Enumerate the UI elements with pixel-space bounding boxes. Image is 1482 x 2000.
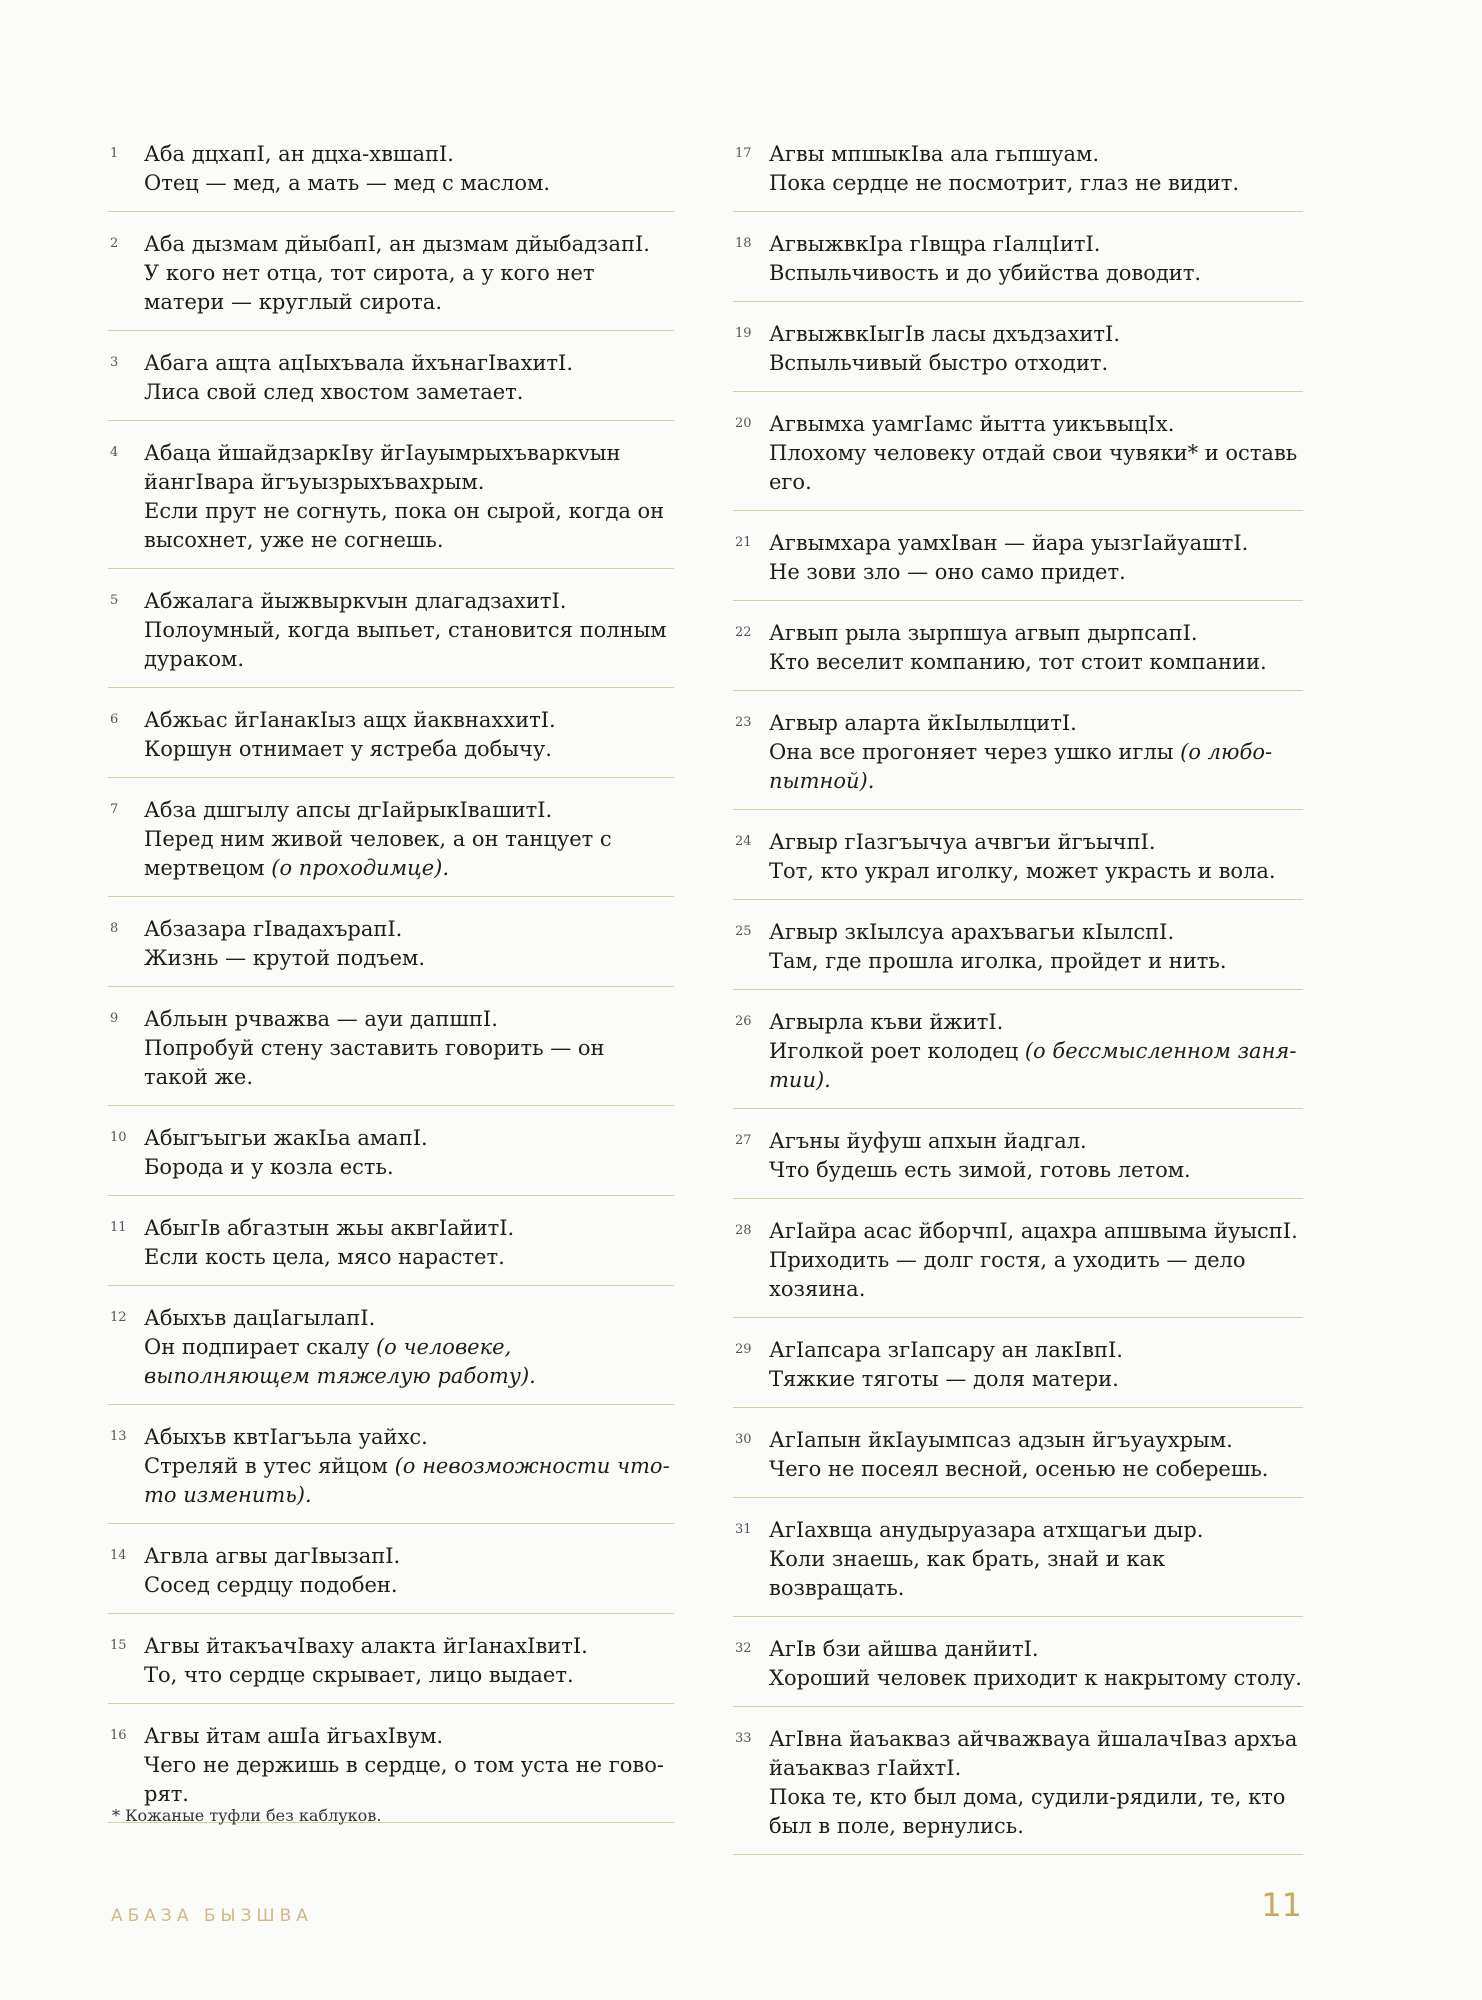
proverb-number: 25: [735, 924, 752, 939]
proverb-translation: [144, 616, 674, 674]
proverb-translation-text: Жизнь — крутой подъем.: [144, 946, 426, 970]
proverb-abaza: Агвыр зкIылсуа арахъвагьи кIылспI.: [769, 920, 1175, 944]
proverb-abaza: АгвыжвкIра гIвщра гIалцIитI.: [769, 232, 1101, 256]
proverb-number: 7: [110, 802, 119, 817]
proverb-translation: [769, 1156, 1303, 1185]
proverb-number: 27: [735, 1133, 752, 1148]
proverb-translation-text: Пока сердце не посмотрит, глаз не видит.: [769, 171, 1240, 195]
proverb-abaza: Агвып рыла зырпшуа агвып дырпсапI.: [769, 621, 1198, 645]
proverb-number: 17: [735, 146, 752, 161]
proverb-translation-text: Стреляй в утес яйцом: [144, 1454, 388, 1478]
proverb-number: 18: [735, 236, 752, 251]
proverb-number: 19: [735, 326, 752, 341]
proverb-abaza: Абльын рчважва — ауи дапшпI.: [144, 1007, 498, 1031]
proverb-entry: [733, 619, 1303, 691]
proverb-translation: [144, 1034, 674, 1092]
proverb-number: 1: [110, 146, 119, 161]
proverb-entry: [108, 587, 674, 688]
proverb-translation-text: Приходить — долг гостя, а уходить — дело хозяина.: [769, 1248, 1246, 1301]
proverb-translation: [769, 738, 1303, 796]
proverb-number: 21: [735, 535, 752, 550]
proverb-number: 15: [110, 1638, 127, 1653]
proverb-entry: [733, 1516, 1303, 1617]
proverb-number: 9: [110, 1011, 119, 1026]
proverb-abaza: Агъны йуфуш апхын йадгал.: [769, 1129, 1087, 1153]
proverb-number: 14: [110, 1548, 127, 1563]
proverb-entry: [108, 140, 674, 212]
proverb-entry: [108, 1214, 674, 1286]
proverb-entry: [108, 1632, 674, 1704]
proverb-number: 6: [110, 712, 119, 727]
proverb-entry: [733, 410, 1303, 511]
proverb-translation-text: Отец — мед, а мать — мед с маслом.: [144, 171, 551, 195]
proverb-abaza: АгIв бзи айшва данйитI.: [769, 1637, 1039, 1661]
proverb-translation-text: Если прут не согнуть, пока он сырой, когда он высохнет, уже не согнешь.: [144, 499, 665, 552]
right-column: [733, 140, 1303, 1873]
proverb-number: 33: [735, 1731, 752, 1746]
proverb-translation: [144, 259, 674, 317]
proverb-number: 24: [735, 834, 752, 849]
proverb-translation: [144, 497, 674, 555]
proverb-translation-text: Пока те, кто был дома, судили-рядили, те, кто был в поле, вернулись.: [769, 1785, 1286, 1838]
proverb-abaza: Агвла агвы дагIвызапI.: [144, 1544, 401, 1568]
proverb-translation-text: Перед ним живой человек, а он танцует с мертвецом: [144, 827, 612, 880]
proverb-translation: [144, 378, 674, 407]
proverb-number: 29: [735, 1342, 752, 1357]
proverb-abaza: Абаца йшайдзаркIву йгIауымрыхъваркvын йангIвара йгъуызрыхъвахрым.: [144, 441, 621, 494]
proverb-translation: [769, 439, 1303, 497]
proverb-number: 31: [735, 1522, 752, 1537]
proverb-translation-text: Кто веселит компанию, тот стоит компании.: [769, 650, 1267, 674]
proverb-entry: [108, 1304, 674, 1405]
proverb-translation: [769, 1455, 1303, 1484]
proverb-translation-text: Тот, кто украл иголку, может украсть и вола.: [769, 859, 1276, 883]
proverb-translation: [769, 259, 1303, 288]
proverb-abaza: Агвыр гIазгъычуа ачвгъи йгъычпI.: [769, 830, 1156, 854]
proverb-translation-text: Он подпирает скалу: [144, 1335, 370, 1359]
proverb-translation: [769, 1545, 1303, 1603]
proverb-abaza: Абага ащта ацIыхъвала йхънагIвахитI.: [144, 351, 574, 375]
proverb-abaza: Аба дцхапI, ан дцха-хвшапI.: [144, 142, 454, 166]
proverb-abaza: Абыхъв дацIагылапI.: [144, 1306, 376, 1330]
proverb-number: 13: [110, 1429, 127, 1444]
proverb-number: 11: [110, 1220, 127, 1235]
proverb-abaza: Агвымха уамгIамс йытта уикъвыцIх.: [769, 412, 1175, 436]
proverb-translation-text: Коршун отнимает у ястреба добычу.: [144, 737, 552, 761]
proverb-translation-text: Что будешь есть зимой, готовь летом.: [769, 1158, 1191, 1182]
proverb-translation-text: Не зови зло — оно само придет.: [769, 560, 1126, 584]
proverb-number: 32: [735, 1641, 752, 1656]
proverb-translation-text: Лиса свой след хвостом заметает.: [144, 380, 524, 404]
proverb-translation-text: Полоумный, когда выпьет, становится полным дураком.: [144, 618, 667, 671]
proverb-translation-text: Чего не посеял весной, осенью не соберешь.: [769, 1457, 1269, 1481]
proverb-translation: [144, 1571, 674, 1600]
proverb-abaza: Абза дшгылу апсы дгIайрыкIвашитI.: [144, 798, 553, 822]
proverb-number: 28: [735, 1223, 752, 1238]
proverb-entry: [108, 1423, 674, 1524]
proverb-translation: [144, 735, 674, 764]
proverb-number: 5: [110, 593, 119, 608]
proverb-abaza: АгIвна йаъакваз айчважвауа йшалачIваз архъа йаъакваз гIайхтI.: [769, 1727, 1298, 1780]
proverb-entry: [108, 349, 674, 421]
proverb-number: 10: [110, 1130, 127, 1145]
proverb-abaza: Абыхъв квтIагъьла уайхс.: [144, 1425, 428, 1449]
proverb-translation-text: Коли знаешь, как брать, знай и как возвращать.: [769, 1547, 1166, 1600]
proverb-translation: [769, 1246, 1303, 1304]
proverb-note: (о проходимце).: [271, 856, 450, 880]
proverb-translation: [769, 947, 1303, 976]
proverb-translation-text: Вспыльчивость и до убийства доводит.: [769, 261, 1202, 285]
proverb-number: 23: [735, 715, 752, 730]
proverb-entry: [108, 915, 674, 987]
proverb-translation-text: Вспыльчивый быстро отходит.: [769, 351, 1109, 375]
proverb-entry: [733, 828, 1303, 900]
page-number: 11: [1261, 1886, 1302, 1924]
proverb-number: 12: [110, 1310, 127, 1325]
proverb-translation: [144, 1243, 674, 1272]
proverb-entry: [733, 529, 1303, 601]
proverb-translation-text: Хороший человек приходит к накрытому столу.: [769, 1666, 1302, 1690]
proverb-translation: [769, 1037, 1303, 1095]
proverb-number: 20: [735, 416, 752, 431]
proverb-entry: [108, 796, 674, 897]
proverb-number: 8: [110, 921, 119, 936]
proverb-translation: [769, 648, 1303, 677]
proverb-translation: [144, 1661, 674, 1690]
proverb-translation: [144, 169, 674, 198]
proverb-translation-text: Иголкой роет колодец: [769, 1039, 1019, 1063]
proverb-entry: [108, 1542, 674, 1614]
proverb-entry: [108, 439, 674, 569]
proverb-entry: [733, 140, 1303, 212]
proverb-translation-text: Борода и у козла есть.: [144, 1155, 394, 1179]
proverb-entry: [108, 230, 674, 331]
proverb-abaza: АгвыжвкIыгIв ласы дхъдзахитI.: [769, 322, 1120, 346]
proverb-abaza: Абжьас йгIанакIыз ащх йаквнаххитI.: [144, 708, 556, 732]
proverb-translation: [144, 1452, 674, 1510]
left-column: [108, 140, 674, 1841]
proverb-abaza: Агвы йтам ашIа йгьахIвум.: [144, 1724, 444, 1748]
proverb-translation-text: Там, где прошла иголка, пройдет и нить.: [769, 949, 1227, 973]
proverb-abaza: Абзазара гIвадахърапI.: [144, 917, 403, 941]
proverb-translation-text: Плохому человеку отдай свои чувяки* и оставь его.: [769, 441, 1298, 494]
proverb-translation-text: Если кость цела, мясо нарастет.: [144, 1245, 505, 1269]
proverb-abaza: АбыгIв абгазтын жьы аквгIайитI.: [144, 1216, 515, 1240]
proverb-translation: [144, 944, 674, 973]
proverb-translation-text: Попробуй стену заставить говорить — он такой же.: [144, 1036, 605, 1089]
proverb-translation: [769, 1365, 1303, 1394]
proverb-abaza: Агвы йтакъачIваху алакта йгIанахIвитI.: [144, 1634, 588, 1658]
proverb-entry: [733, 1725, 1303, 1855]
proverb-note: (о человеке, выполняющем тяжелую работу).: [144, 1335, 536, 1388]
proverb-note: (о невозможности что-то изменить).: [144, 1454, 670, 1507]
running-title: АБАЗА БЫЗШВА: [111, 1906, 313, 1926]
proverb-note: (о бессмысленном занятии).: [769, 1039, 1297, 1092]
proverb-number: 3: [110, 355, 119, 370]
proverb-translation: [144, 1153, 674, 1182]
proverb-abaza: Аба дызмам дйыбапI, ан дызмам дйыбадзапI.: [144, 232, 650, 256]
proverb-number: 4: [110, 445, 119, 460]
proverb-abaza: АгIапын йкIауымпсаз адзын йгъуаухрым.: [769, 1428, 1233, 1452]
proverb-translation-text: Она все прогоняет через ушко иглы: [769, 740, 1174, 764]
proverb-abaza: Агвыр аларта йкIылылцитI.: [769, 711, 1077, 735]
proverb-number: 22: [735, 625, 752, 640]
proverb-number: 2: [110, 236, 119, 251]
proverb-entry: [733, 1426, 1303, 1498]
proverb-translation: [769, 558, 1303, 587]
proverb-entry: [108, 1124, 674, 1196]
proverb-abaza: АгIайра асас йборчпI, ацахра апшвыма йуыспI.: [769, 1219, 1298, 1243]
proverb-entry: [733, 1635, 1303, 1707]
proverb-abaza: АгIапсара згIапсару ан лакIвпI.: [769, 1338, 1123, 1362]
proverb-translation: [769, 1664, 1303, 1693]
proverb-entry: [108, 706, 674, 778]
footnote: * Кожаные туфли без каблуков.: [112, 1806, 382, 1825]
proverb-entry: [733, 1217, 1303, 1318]
proverb-translation: [769, 1783, 1303, 1841]
proverb-entry: [733, 918, 1303, 990]
proverb-translation: [769, 169, 1303, 198]
proverb-abaza: Агвырла къви йжитI.: [769, 1010, 1004, 1034]
proverb-translation: [144, 1333, 674, 1391]
proverb-abaza: Абжалага йыжвыркvын длагадзахитI.: [144, 589, 567, 613]
proverb-translation-text: То, что сердце скрывает, лицо выдает.: [144, 1663, 574, 1687]
proverb-number: 26: [735, 1014, 752, 1029]
proverb-entry: [733, 709, 1303, 810]
proverb-number: 30: [735, 1432, 752, 1447]
proverb-entry: [733, 320, 1303, 392]
proverb-translation-text: У кого нет отца, тот сирота, а у кого нет матери — круглый сирота.: [144, 261, 595, 314]
proverb-translation-text: Тяжкие тяготы — доля матери.: [769, 1367, 1119, 1391]
proverb-abaza: Агвы мпшыкIва ала гьпшуам.: [769, 142, 1100, 166]
proverb-translation-text: Чего не держишь в сердце, о том уста не говорят.: [144, 1753, 665, 1806]
proverb-entry: [733, 1336, 1303, 1408]
proverb-translation: [769, 349, 1303, 378]
proverb-entry: [108, 1005, 674, 1106]
proverb-translation: [769, 857, 1303, 886]
proverb-entry: [733, 230, 1303, 302]
proverb-number: 16: [110, 1728, 127, 1743]
proverb-abaza: Абыгъыгьи жакIьа амапI.: [144, 1126, 428, 1150]
proverb-translation-text: Сосед сердцу подобен.: [144, 1573, 398, 1597]
proverb-abaza: АгIахвща анудыруазара атхщагьи дыр.: [769, 1518, 1204, 1542]
proverb-abaza: Агвымхара уамхIван — йара уызгIайуаштI.: [769, 531, 1249, 555]
proverb-entry: [733, 1008, 1303, 1109]
proverb-entry: [733, 1127, 1303, 1199]
proverb-translation: [144, 1751, 674, 1809]
proverb-translation: [144, 825, 674, 883]
proverb-note: (о любопытной).: [769, 740, 1273, 793]
